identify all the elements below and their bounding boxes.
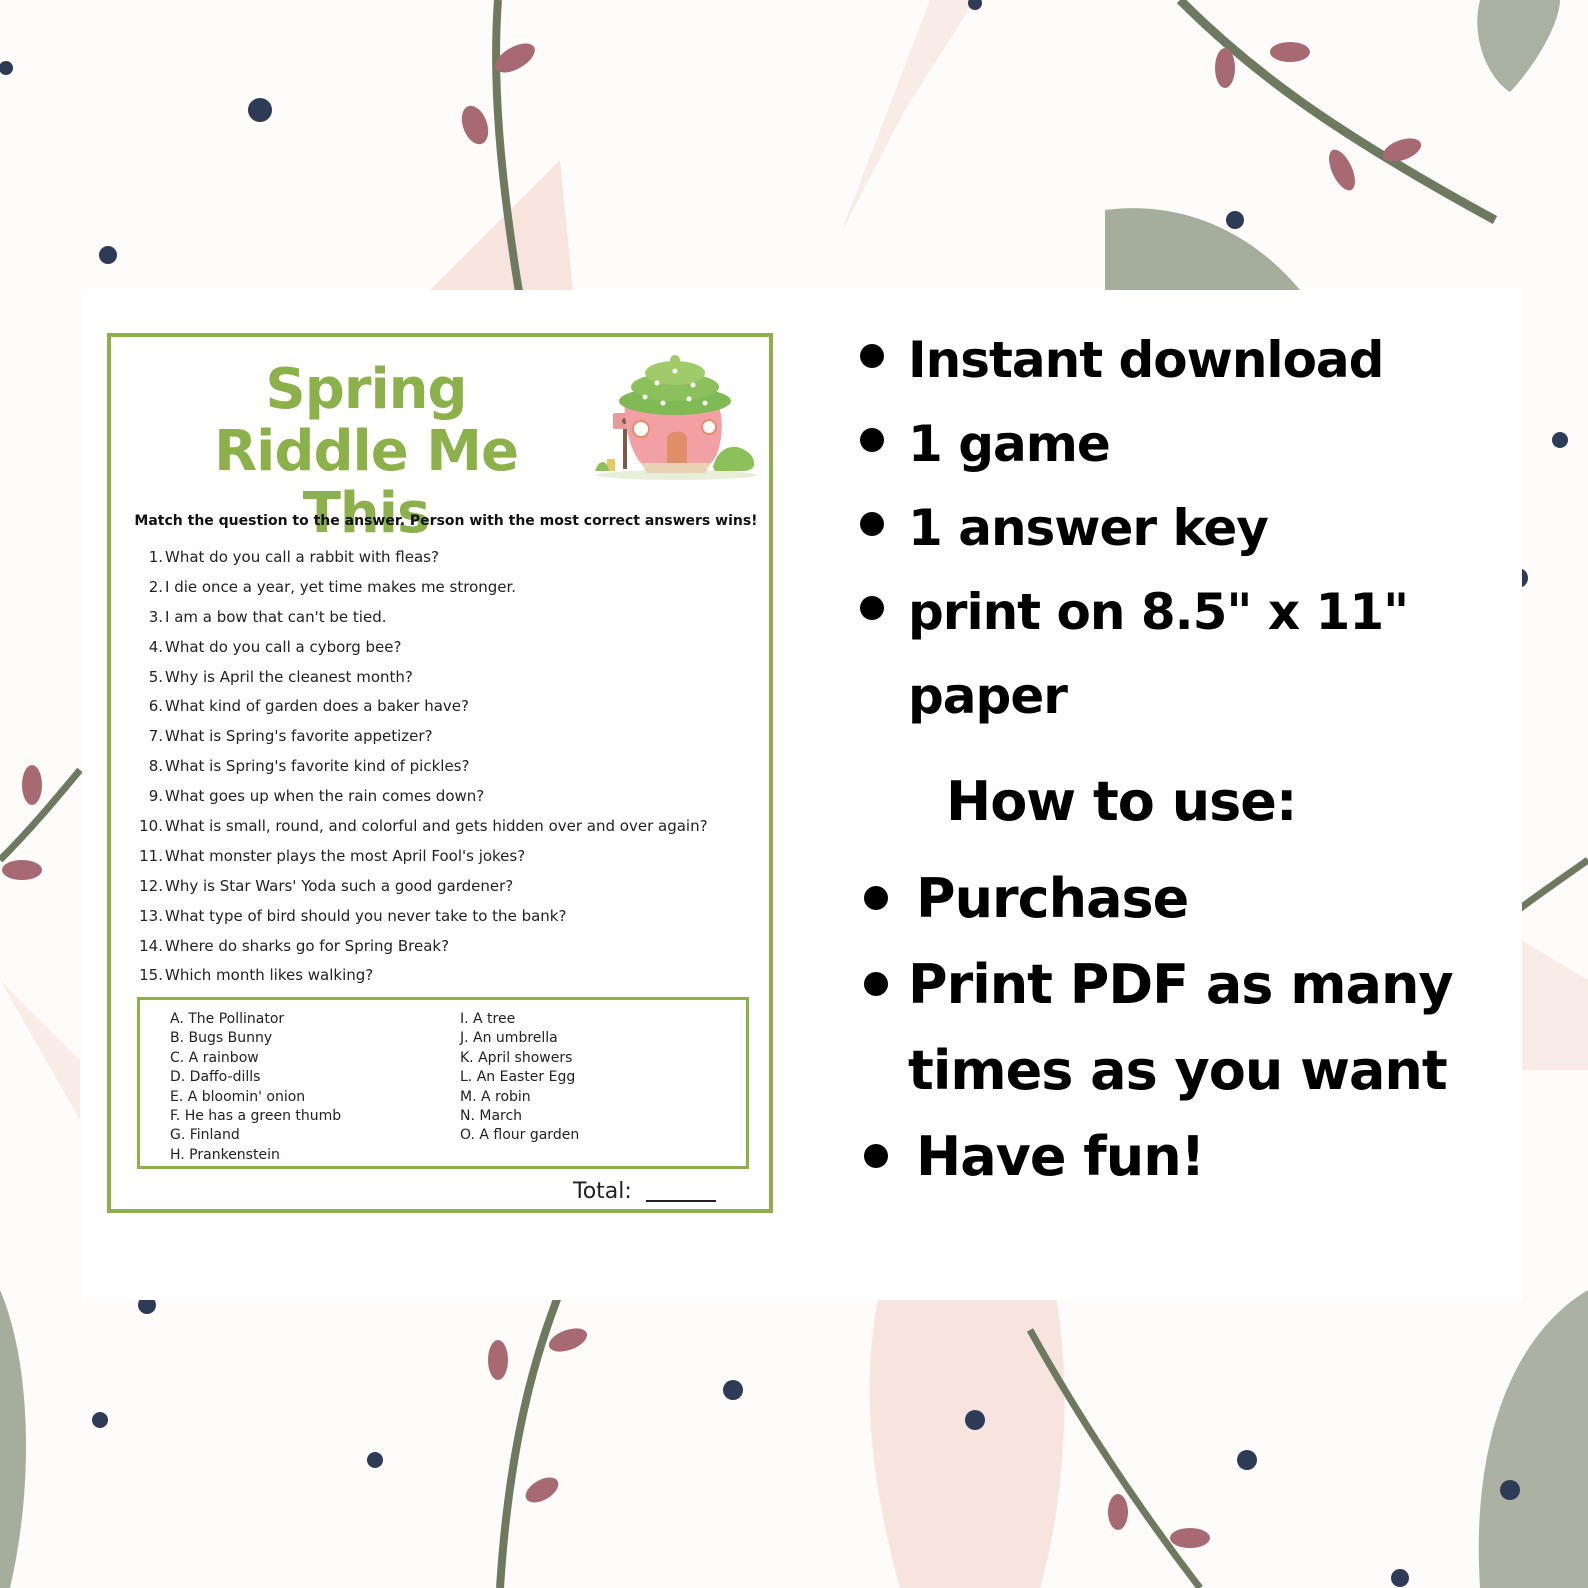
- answer-item: I. A tree: [460, 1011, 516, 1027]
- question-text: What type of bird should you never take to the bank?: [165, 906, 567, 925]
- question-number: 13.: [139, 906, 163, 925]
- question-item: [137, 633, 757, 663]
- question-text: I die once a year, yet time makes me stronger.: [165, 577, 517, 596]
- question-text: I am a bow that can't be tied.: [165, 607, 387, 626]
- total-blank-line: [646, 1200, 716, 1202]
- question-number: 1.: [148, 548, 163, 566]
- question-number: 11.: [139, 846, 163, 865]
- howto-step: Print PDF as many times as you want: [858, 942, 1518, 1114]
- title-line-2: Riddle Me This: [214, 419, 518, 546]
- total-label: Total:: [573, 1179, 632, 1204]
- how-to-use-list: [858, 856, 1526, 1200]
- question-number: 3.: [148, 607, 163, 626]
- question-text: What monster plays the most April Fool's jokes?: [165, 846, 526, 865]
- feature-item: print on 8.5" x 11" paper: [858, 570, 1508, 738]
- answer-item: G. Finland: [170, 1127, 240, 1144]
- title-line-1: Spring: [265, 357, 467, 422]
- question-text: What do you call a rabbit with fleas?: [165, 548, 439, 566]
- question-item: [137, 902, 757, 932]
- question-item: [137, 663, 757, 693]
- question-item: [137, 752, 757, 782]
- question-number: 9.: [148, 787, 163, 806]
- question-item: [137, 932, 757, 962]
- question-number: 8.: [148, 757, 163, 776]
- question-number: 12.: [139, 876, 163, 895]
- answer-item: N. March: [460, 1107, 523, 1124]
- feature-list: [858, 318, 1508, 738]
- answer-item: A. The Pollinator: [170, 1011, 285, 1027]
- question-text: What is Spring's favorite appetizer?: [165, 727, 433, 746]
- question-text: What kind of garden does a baker have?: [165, 697, 469, 716]
- question-item: [137, 782, 757, 812]
- question-list: [137, 543, 757, 991]
- answer-bank: [137, 997, 749, 1169]
- howto-step: Purchase: [858, 856, 1526, 942]
- question-text: What is small, round, and colorful and gets hidden over and over again?: [165, 817, 708, 836]
- worksheet-instructions: Match the question to the answer. Person with the most correct answers wins!: [134, 513, 758, 529]
- question-number: 14.: [139, 936, 163, 955]
- answer-item: B. Bugs Bunny: [170, 1030, 273, 1047]
- question-text: What do you call a cyborg bee?: [165, 637, 402, 656]
- question-text: What is Spring's favorite kind of pickles?: [165, 757, 470, 776]
- question-text: Why is Star Wars' Yoda such a good gardener?: [165, 876, 514, 895]
- question-item: [137, 961, 757, 991]
- answer-item: C. A rainbow: [170, 1049, 259, 1066]
- question-item: [137, 543, 757, 573]
- answer-column-left: [170, 1010, 341, 1165]
- question-number: 6.: [148, 697, 163, 716]
- question-item: [137, 722, 757, 752]
- howto-step: Have fun!: [858, 1114, 1526, 1200]
- question-number: 7.: [148, 727, 163, 746]
- question-text: Why is April the cleanest month?: [165, 667, 413, 686]
- question-item: [137, 842, 757, 872]
- total-score: [573, 1179, 716, 1204]
- answer-item: K. April showers: [460, 1049, 573, 1066]
- answer-item: M. A robin: [460, 1088, 531, 1105]
- question-item: [137, 872, 757, 902]
- answer-item: O. A flour garden: [460, 1127, 580, 1144]
- question-text: Which month likes walking?: [165, 966, 374, 985]
- answer-item: L. An Easter Egg: [460, 1069, 576, 1086]
- question-number: 10.: [139, 817, 163, 836]
- feature-item: 1 answer key: [858, 486, 1508, 570]
- answer-item: J. An umbrella: [460, 1030, 558, 1047]
- answer-item: D. Daffo-dills: [170, 1069, 261, 1086]
- question-number: 15.: [139, 966, 163, 985]
- question-text: Where do sharks go for Spring Break?: [165, 936, 450, 955]
- answer-item: H. Prankenstein: [170, 1146, 280, 1163]
- answer-item: F. He has a green thumb: [170, 1107, 342, 1124]
- question-number: 5.: [148, 667, 163, 686]
- question-item: [137, 692, 757, 722]
- question-text: What goes up when the rain comes down?: [165, 787, 485, 806]
- feature-item: 1 game: [858, 402, 1508, 486]
- question-number: 2.: [148, 577, 163, 596]
- worksheet-preview: [107, 333, 773, 1213]
- feature-item: Instant download: [858, 318, 1508, 402]
- question-item: [137, 812, 757, 842]
- answer-item: E. A bloomin' onion: [170, 1088, 306, 1105]
- mushroom-house-icon: [593, 355, 761, 481]
- question-item: [137, 573, 757, 603]
- answer-column-right: [460, 1010, 579, 1146]
- how-to-use-heading: How to use:: [946, 770, 1297, 833]
- question-item: [137, 603, 757, 633]
- question-number: 4.: [148, 637, 163, 656]
